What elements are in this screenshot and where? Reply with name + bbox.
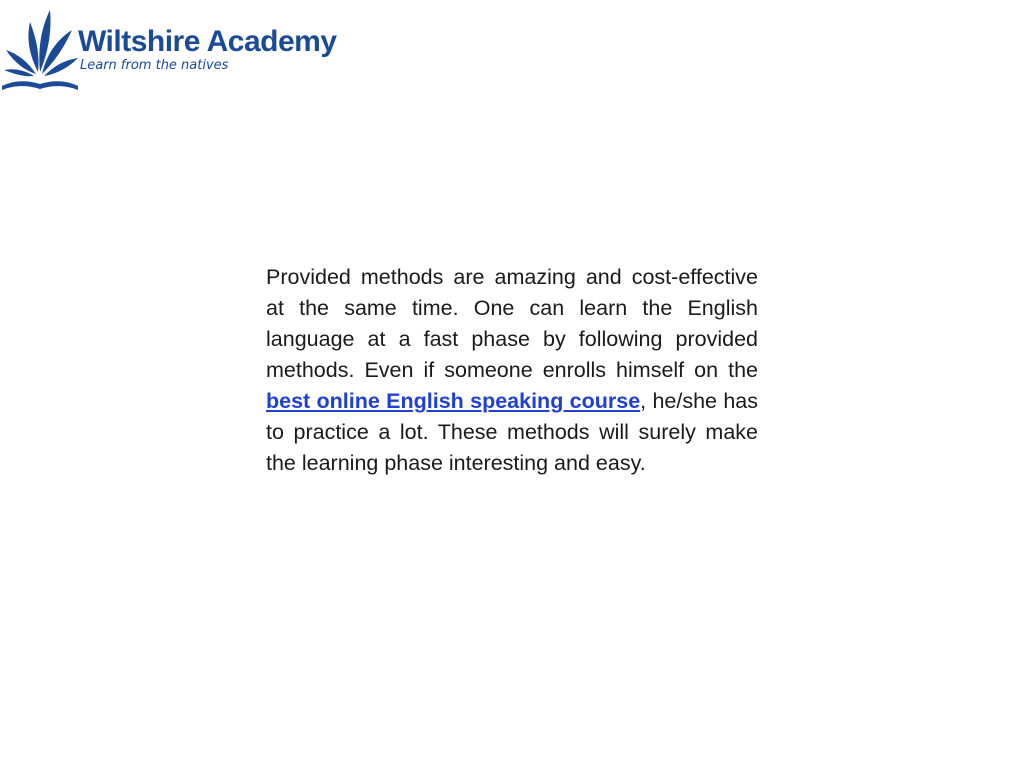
course-link[interactable]: best online English speaking course	[266, 389, 641, 413]
paragraph-text-end: , he/she has to practice a lot. These methods will surely make the learning phase interesting and easy.	[266, 389, 758, 475]
body-paragraph	[266, 262, 758, 479]
open-book-leaves-icon	[0, 0, 80, 96]
brand-name: Wiltshire Academy	[78, 25, 337, 58]
paragraph-text-start: Provided methods are amazing and cost-effective at the same time. One can learn the English language at a fast phase by following provided methods. Even if someone enrolls himself on the	[266, 265, 758, 382]
brand-tagline: Learn from the natives	[80, 58, 229, 73]
wiltshire-academy-logo[interactable]	[0, 0, 360, 100]
